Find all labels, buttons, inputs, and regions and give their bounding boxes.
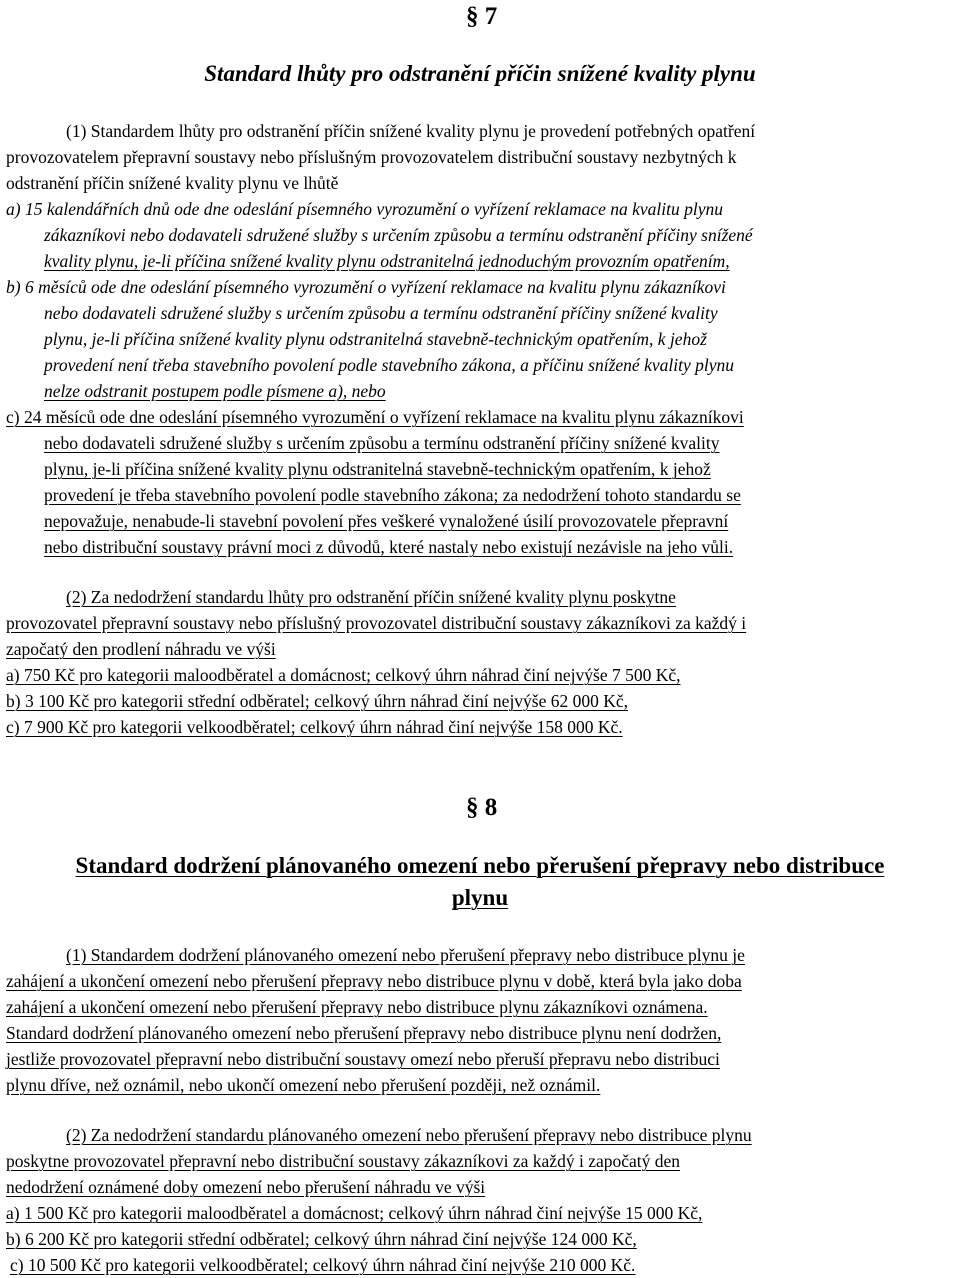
- text-line: nebo dodavateli sdružené služby s určením způsobu a termínu odstranění příčiny snížené kvality: [44, 303, 718, 323]
- section-8-title-line-2: plynu: [451, 885, 509, 910]
- text-line: a) 1 500 Kč pro kategorii maloodběratel a domácnost; celkový úhrn náhrad činí nejvýše 15 000 Kč,: [6, 1203, 703, 1223]
- section-7-item-c: [6, 404, 958, 560]
- section-7-paragraph-1: [6, 118, 958, 196]
- text-line: provozovatelem přepravní soustavy nebo příslušným provozovatelem distribuční soustavy nezbytných k: [6, 147, 737, 167]
- text-line: provedení není třeba stavebního povolení podle stavebního zákona, a příčinu snížené kvality plynu: [44, 355, 734, 375]
- section-8-paragraph-2: [6, 1122, 958, 1278]
- text-line: b) 3 100 Kč pro kategorii střední odběratel; celkový úhrn náhrad činí nejvýše 62 000 Kč,: [6, 691, 629, 711]
- text-line: kvality plynu, je-li příčina snížené kvality plynu odstranitelná jednoduchým provozním opatřením,: [44, 251, 730, 271]
- text-line: (2) Za nedodržení standardu lhůty pro odstranění příčin snížené kvality plynu poskytne: [66, 587, 676, 607]
- text-line: nedodržení oznámené doby omezení nebo přerušení náhradu ve výši: [6, 1177, 486, 1197]
- text-line: c) 24 měsíců ode dne odeslání písemného vyrozumění o vyřízení reklamace na kvalitu plynu zákazníkovi: [6, 407, 744, 427]
- text-line: (1) Standardem dodržení plánovaného omezení nebo přerušení přepravy nebo distribuce plynu je: [66, 945, 745, 965]
- text-line: započatý den prodlení náhradu ve výši: [6, 639, 276, 659]
- text-line: zákazníkovi nebo dodavateli sdružené služby s určením způsobu a termínu odstranění příčiny snížené: [44, 225, 753, 245]
- section-7-title: Standard lhůty pro odstranění příčin snížené kvality plynu: [204, 61, 756, 86]
- section-7-mark: § 7: [466, 3, 498, 30]
- text-line: b) 6 200 Kč pro kategorii střední odběratel; celkový úhrn náhrad činí nejvýše 124 000 Kč,: [6, 1229, 637, 1249]
- text-line: zahájení a ukončení omezení nebo přerušení přepravy nebo distribuce plynu zákazníkovi oznámena.: [6, 997, 708, 1017]
- section-8-title-line-1: Standard dodržení plánovaného omezení nebo přerušení přepravy nebo distribuce: [75, 853, 885, 878]
- text-line: poskytne provozovatel přepravní nebo distribuční soustavy zákazníkovi za každý i započatý den: [6, 1151, 681, 1171]
- text-line: plynu, je-li příčina snížené kvality plynu odstranitelná stavebně-technickým opatřením, k jehož: [44, 459, 711, 479]
- text-line: nepovažuje, nenabude-li stavební povolení přes veškeré vynaložené úsilí provozovatele přepravní: [44, 511, 729, 531]
- text-line: (2) Za nedodržení standardu plánovaného omezení nebo přerušení přepravy nebo distribuce plynu: [66, 1125, 752, 1145]
- section-7-item-a: [6, 196, 958, 274]
- text-line: nebo dodavateli sdružené služby s určením způsobu a termínu odstranění příčiny snížené kvality: [44, 433, 720, 453]
- text-line: provozovatel přepravní soustavy nebo příslušný provozovatel distribuční soustavy zákazníkovi za každý i: [6, 613, 747, 633]
- text-line: odstranění příčin snížené kvality plynu ve lhůtě: [6, 173, 339, 193]
- section-7-paragraph-2: [6, 584, 958, 740]
- text-line: (1) Standardem lhůty pro odstranění příčin snížené kvality plynu je provedení potřebných opatření: [66, 121, 756, 141]
- section-7-item-b: [6, 274, 958, 404]
- text-line: zahájení a ukončení omezení nebo přerušení přepravy nebo distribuce plynu v době, která byla jako doba: [6, 971, 742, 991]
- text-line: plynu dříve, než oznámil, nebo ukončí omezení nebo přerušení později, než oznámil.: [6, 1075, 601, 1095]
- section-8-paragraph-1: [6, 942, 958, 1098]
- text-line: a) 15 kalendářních dnů ode dne odeslání písemného vyrozumění o vyřízení reklamace na kvalitu plynu: [6, 199, 723, 219]
- text-line: a) 750 Kč pro kategorii maloodběratel a domácnost; celkový úhrn náhrad činí nejvýše 7 500 Kč,: [6, 665, 681, 685]
- text-line: jestliže provozovatel přepravní nebo distribuční soustavy omezí nebo přeruší přepravu nebo distribuci: [6, 1049, 720, 1069]
- text-line: c) 10 500 Kč pro kategorii velkoodběratel; celkový úhrn náhrad činí nejvýše 210 000 Kč.: [10, 1255, 636, 1275]
- text-line: c) 7 900 Kč pro kategorii velkoodběratel; celkový úhrn náhrad činí nejvýše 158 000 Kč.: [6, 717, 623, 737]
- text-line: nebo distribuční soustavy právní moci z důvodů, které nastaly nebo existují nezávisle na jeho vůli.: [44, 537, 734, 557]
- text-line: b) 6 měsíců ode dne odeslání písemného vyrozumění o vyřízení reklamace na kvalitu plynu zákazníkovi: [6, 277, 726, 297]
- text-line: provedení je třeba stavebního povolení podle stavebního zákona; za nedodržení tohoto standardu se: [44, 485, 741, 505]
- text-line: nelze odstranit postupem podle písmene a), nebo: [44, 381, 386, 401]
- text-line: Standard dodržení plánovaného omezení nebo přerušení přepravy nebo distribuce plynu není dodržen,: [6, 1023, 722, 1043]
- text-line: plynu, je-li příčina snížené kvality plynu odstranitelná stavebně-technickým opatřením, k jehož: [44, 329, 707, 349]
- section-8-mark: § 8: [466, 794, 498, 821]
